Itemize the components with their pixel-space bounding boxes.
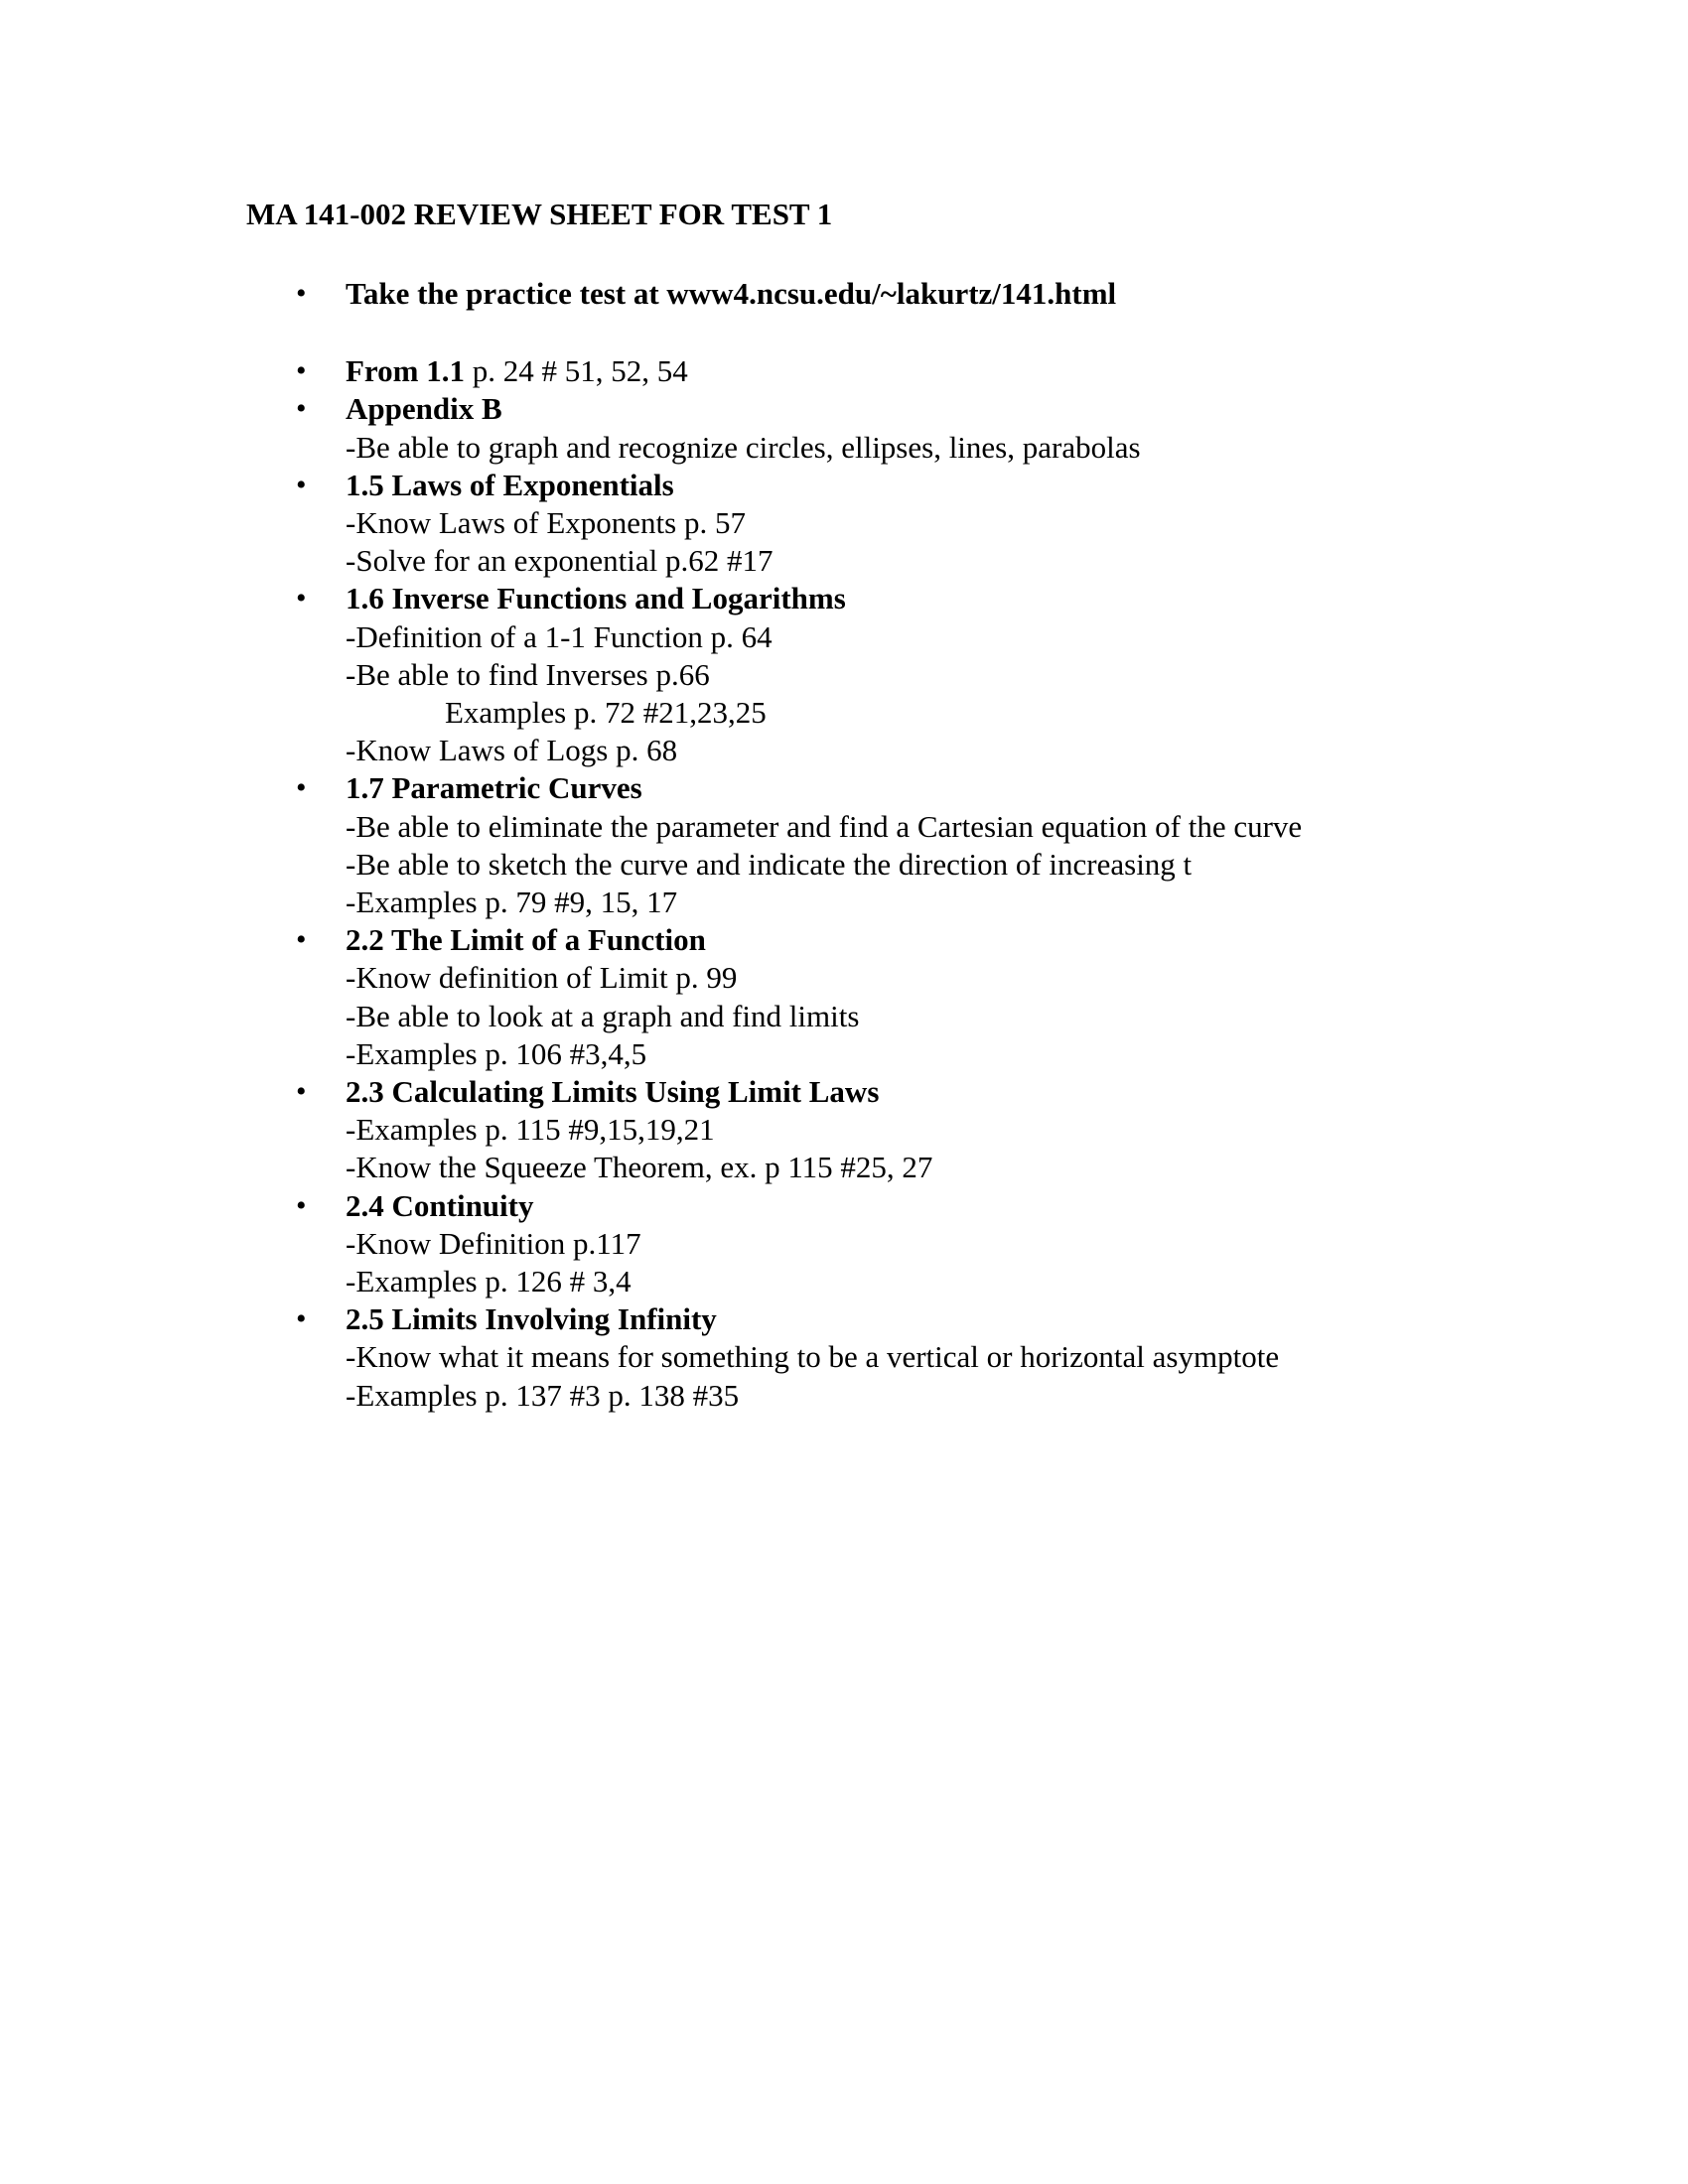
bullet-icon: •	[296, 771, 307, 805]
item-detail-line: -Know the Squeeze Theorem, ex. p 115 #25, 27	[346, 1150, 933, 1185]
item-detail-line: -Examples p. 115 #9,15,19,21	[346, 1112, 715, 1148]
item-heading: 2.3 Calculating Limits Using Limit Laws	[346, 1074, 880, 1110]
item-heading: Take the practice test at www4.ncsu.edu/~lakurtz/141.html	[346, 276, 1117, 311]
list-item-section-1-5	[0, 467, 1688, 581]
item-detail-line: -Be able to eliminate the parameter and find a Cartesian equation of the curve	[346, 808, 1303, 844]
list-item-practice-test	[0, 275, 1688, 313]
item-detail-line-indented: Examples p. 72 #21,23,25	[445, 695, 767, 731]
bullet-icon: •	[296, 1302, 307, 1336]
review-topic-list	[0, 275, 1688, 1415]
list-item-section-1-7	[0, 769, 1688, 921]
bullet-icon: •	[296, 582, 307, 615]
item-detail-line: -Know what it means for something to be a vertical or horizontal asymptote	[346, 1339, 1280, 1375]
item-detail-line: -Examples p. 79 #9, 15, 17	[346, 885, 678, 920]
item-heading: 2.2 The Limit of a Function	[346, 922, 706, 958]
bullet-icon: •	[296, 923, 307, 957]
page-title: MA 141-002 REVIEW SHEET FOR TEST 1	[246, 197, 833, 231]
item-detail-line: -Know Laws of Logs p. 68	[346, 733, 678, 768]
bullet-icon: •	[296, 277, 307, 310]
item-detail-line: -Be able to find Inverses p.66	[346, 656, 710, 692]
bullet-icon: •	[296, 354, 307, 388]
item-detail-line: -Be able to graph and recognize circles, ellipses, lines, parabolas	[346, 429, 1141, 465]
bullet-icon: •	[296, 392, 307, 426]
list-item-appendix-b	[0, 390, 1688, 466]
bullet-icon: •	[296, 1188, 307, 1222]
item-detail-line: -Know Laws of Exponents p. 57	[346, 505, 746, 541]
item-heading: 1.6 Inverse Functions and Logarithms	[346, 581, 846, 616]
item-detail-line: -Definition of a 1-1 Function p. 64	[346, 618, 773, 654]
item-heading-detail: p. 24 # 51, 52, 54	[464, 353, 688, 389]
list-item-section-2-2	[0, 921, 1688, 1073]
item-detail-line: -Be able to look at a graph and find limits	[346, 998, 860, 1033]
item-detail-line: -Solve for an exponential p.62 #17	[346, 543, 774, 579]
list-item-section-1-1	[0, 352, 1688, 390]
bullet-icon: •	[296, 468, 307, 501]
item-heading: From 1.1	[346, 353, 465, 389]
bullet-icon: •	[296, 1075, 307, 1109]
list-item-section-2-3	[0, 1073, 1688, 1187]
list-item-section-1-6	[0, 580, 1688, 769]
item-heading: 1.7 Parametric Curves	[346, 770, 642, 806]
item-heading: Appendix B	[346, 391, 502, 427]
item-detail-line: -Be able to sketch the curve and indicate the direction of increasing t	[346, 846, 1193, 882]
item-detail-line: -Know Definition p.117	[346, 1225, 641, 1261]
item-detail-line: -Examples p. 137 #3 p. 138 #35	[346, 1377, 740, 1413]
list-item-section-2-4	[0, 1187, 1688, 1301]
item-heading: 1.5 Laws of Exponentials	[346, 467, 674, 502]
item-detail-line: -Examples p. 106 #3,4,5	[346, 1035, 647, 1071]
item-heading: 2.5 Limits Involving Infinity	[346, 1301, 717, 1337]
item-detail-line: -Examples p. 126 # 3,4	[346, 1264, 632, 1299]
list-item-section-2-5	[0, 1300, 1688, 1415]
item-heading: 2.4 Continuity	[346, 1187, 534, 1223]
item-detail-line: -Know definition of Limit p. 99	[346, 960, 738, 996]
